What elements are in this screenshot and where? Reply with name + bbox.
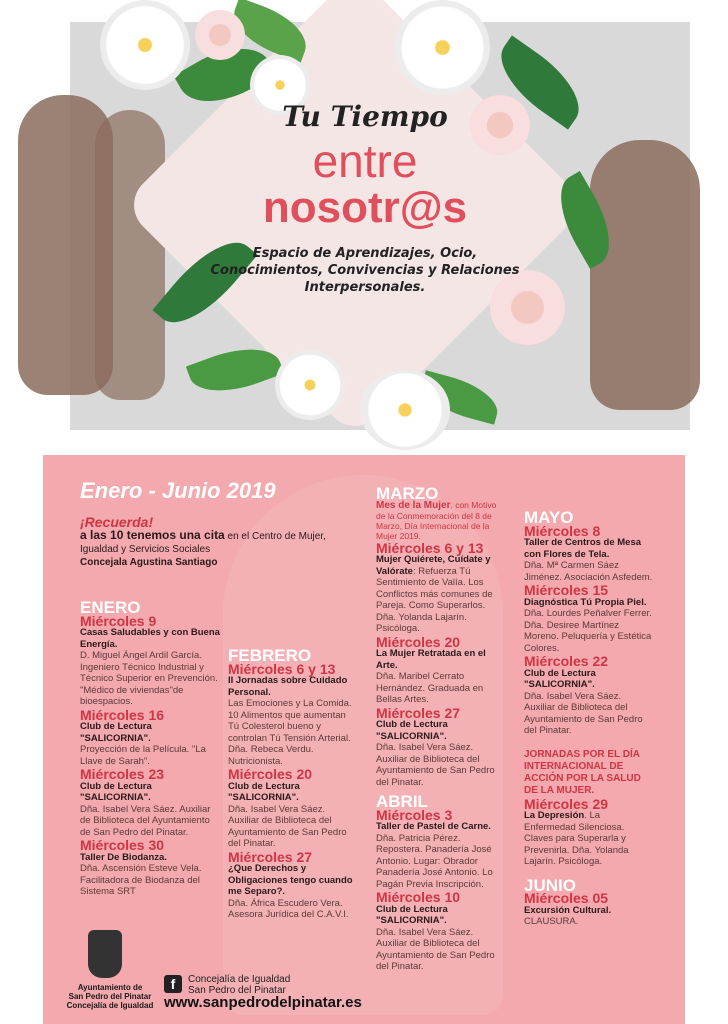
event-title: Casas Saludables y con Buena Energía. <box>80 627 220 650</box>
event-date: Miércoles 9 <box>80 612 157 629</box>
event-date: Miércoles 16 <box>80 706 165 723</box>
white-flower <box>360 370 450 450</box>
month-junio: JUNIO <box>524 875 576 895</box>
month-marzo: MARZO <box>376 484 439 503</box>
event-text: D. Miguel Ángel Ardil García. Ingeniero Técnico Industrial y Técnico Superior en Prevención. "Médico de viviendas"de bioespacios. <box>80 650 218 707</box>
event-item <box>524 795 654 868</box>
event-text: Dña. Isabel Vera Sáez. Auxiliar de Biblioteca del Ayuntamiento de San Pedro del Pinatar. <box>376 926 495 972</box>
seal-line2: San Pedro del Pinatar <box>68 992 152 1001</box>
event-item <box>524 582 654 654</box>
event-date: Miércoles 8 <box>524 522 601 539</box>
event-date: Miércoles 05 <box>524 890 609 906</box>
event-item <box>80 766 220 838</box>
event-date: Miércoles 6 y 13 <box>376 539 484 556</box>
event-item <box>524 890 654 928</box>
white-flower <box>395 0 490 95</box>
event-title: Club de Lectura "SALICORNIA". <box>376 719 448 742</box>
event-item <box>80 706 220 768</box>
event-title: Club de Lectura "SALICORNIA". <box>80 780 152 803</box>
title-line3: nosotr@s <box>262 183 468 232</box>
event-text: Dña. Maribel Cerrato Hernández. Graduada en Bellas Artes. <box>376 671 484 705</box>
event-title: La Depresión <box>524 810 585 821</box>
woman-silhouette-left-2 <box>95 110 165 400</box>
event-date: Miércoles 10 <box>376 889 461 905</box>
event-title: Taller de Centros de Mesa con Flores de Tela. <box>524 537 642 560</box>
white-flower <box>275 350 345 420</box>
event-text: Las Emociones y La Comida. 10 Alimentos que aumentan Tú Colesterol bueno y controlan Tú Tensión Arterial. Dña. Rebeca Verdu. Nutricionista. <box>228 698 352 767</box>
month-enero: ENERO <box>80 598 141 617</box>
event-title: Diagnóstica Tú Propia Piel. <box>524 596 647 608</box>
event-date: Miércoles 20 <box>376 633 461 650</box>
seal-line3: Concejalía de Igualdad <box>66 1001 154 1010</box>
marzo-intro-text: , con Motivo de la Conmemoración del 8 de Marzo, Día Internacional de la Mujer 2019. <box>376 499 497 541</box>
event-title: Club de Lectura "SALICORNIA". <box>228 780 300 803</box>
event-text: Dña. Lourdes Peñalver Ferrer. Dña. Desiree Martínez Moreno. Peluquería y Estética Colores. <box>524 608 652 654</box>
jornadas-heading: JORNADAS POR EL DÍA INTERNACIONAL DE ACCIÓN POR LA SALUD DE LA MUJER. <box>524 748 641 796</box>
title-line2: entre <box>312 135 418 187</box>
event-title: II Jornadas sobre Cuidado Personal. <box>228 675 348 698</box>
event-item <box>376 704 506 789</box>
marzo-intro <box>376 500 506 541</box>
month-febrero: FEBRERO <box>228 646 312 665</box>
woman-silhouette-right <box>590 140 700 410</box>
event-date: Miércoles 27 <box>228 848 313 865</box>
event-item <box>376 806 506 891</box>
column-febrero <box>228 646 358 921</box>
fb-line2: San Pedro del Pinatar <box>188 985 286 996</box>
event-date: Miércoles 3 <box>376 806 453 823</box>
event-title: Club de Lectura "SALICORNIA". <box>80 721 152 744</box>
facebook-label <box>188 974 290 996</box>
event-date: Miércoles 30 <box>80 837 165 853</box>
event-text: Proyección de la Película. "La Llave de Sarah". <box>80 744 206 767</box>
event-text: Dña. Isabel Vera Sáez. Auxiliar de Biblioteca del Ayuntamiento de San Pedro del Pinatar. <box>376 742 495 788</box>
event-title: ¿Que Derechos y Obligaciones tengo cuando me Separo?. <box>228 863 353 897</box>
event-title: Excursión Cultural. <box>524 904 612 916</box>
facebook-icon[interactable]: f <box>164 975 182 993</box>
pink-flower <box>195 10 245 60</box>
event-text: Dña. Mª Carmen Sáez Jiménez. Asociación Asfedem. <box>524 560 653 583</box>
event-item <box>80 612 220 708</box>
event-date: Miércoles 15 <box>524 582 609 598</box>
event-text: Dña. Isabel Vera Sáez. Auxiliar de Biblioteca del Ayuntamiento de San Pedro del Pinatar. <box>524 690 643 736</box>
title-line1: Tu Tiempo <box>282 100 448 133</box>
event-text: Dña. Isabel Vera Sáez. Auxiliar de Biblioteca del Ayuntamiento de San Pedro del Pinatar. <box>228 803 347 849</box>
fb-line1: Concejalía de Igualdad <box>188 974 291 985</box>
event-text: CLAUSURA. <box>524 916 579 927</box>
reminder-line1: a las 10 tenemos una cita <box>80 528 225 542</box>
event-item <box>80 837 220 898</box>
event-item <box>228 766 358 850</box>
event-text: Dña. Ascensión Esteve Vela. Facilitadora de Biodanza del Sistema SRT <box>80 863 202 897</box>
hero-banner <box>0 0 728 455</box>
reminder-block <box>80 516 350 569</box>
event-title: Taller de Pastel de Carne. <box>376 821 491 832</box>
month-abril: ABRIL <box>376 792 428 811</box>
event-text: Dña. Patricia Pérez. Repostera. Panadería José Antonio. Lugar: Obrador Panadería José Antonio. Lo Pagán Previa Inscripción. <box>376 832 493 890</box>
event-text: . La Enfermedad Silenciosa. Claves para Superarla y Prevenirla. Dña. Yolanda Lajarín. Psicóloga. <box>524 810 629 867</box>
reminder-line2: en el Centro de Mujer, Igualdad y Servicios Sociales <box>80 531 326 555</box>
coat-of-arms-icon <box>88 930 122 978</box>
event-date: Miércoles 20 <box>228 766 313 782</box>
title-block <box>200 100 530 296</box>
event-title: Mujer Quiérete, Cuídate y Valórate <box>376 554 491 577</box>
website-link[interactable]: www.sanpedrodelpinatar.es <box>164 994 362 1011</box>
column-mayo-junio <box>524 508 654 928</box>
event-item <box>376 633 506 706</box>
event-text: Dña. Isabel Vera Sáez. Auxiliar de Biblioteca del Ayuntamiento de San Pedro del Pinatar. <box>80 803 211 838</box>
event-item <box>524 522 654 584</box>
event-item <box>228 848 358 921</box>
marzo-intro-bold: Mes de la Mujer <box>376 499 451 511</box>
event-item <box>524 653 654 737</box>
event-title: Club de Lectura "SALICORNIA". <box>376 903 448 926</box>
subtitle: Espacio de Aprendizajes, Ocio, Conocimientos, Convivencias y Relaciones Interpersonales. <box>210 246 520 295</box>
event-title: La Mujer Retratada en el Arte. <box>376 648 486 671</box>
event-text: : Refuerza Tú Sentimiento de Valía. Los Conflictos más comunes de Pareja. Como Superarlos. Dña. Yolanda Lajarín. Psicóloga. <box>376 565 493 634</box>
event-title: Club de Lectura "SALICORNIA". <box>524 667 596 690</box>
event-item <box>376 539 506 635</box>
event-date: Miércoles 29 <box>524 795 609 812</box>
seal-line1: Ayuntamiento de <box>77 983 143 992</box>
period-title: Enero - Junio 2019 <box>80 478 276 503</box>
white-flower <box>100 0 190 90</box>
column-enero <box>80 598 220 898</box>
event-title: Taller De Biodanza. <box>80 851 167 863</box>
event-date: Miércoles 22 <box>524 653 609 669</box>
reminder-line3: Concejala Agustina Santiago <box>80 557 218 568</box>
town-hall-label <box>60 983 160 1010</box>
reminder-heading: ¡Recuerda! <box>80 514 154 530</box>
month-mayo: MAYO <box>524 508 574 527</box>
event-item <box>228 660 358 768</box>
column-marzo-abril <box>376 484 506 973</box>
event-date: Miércoles 23 <box>80 766 165 782</box>
event-date: Miércoles 27 <box>376 704 461 721</box>
event-item <box>376 889 506 973</box>
event-date: Miércoles 6 y 13 <box>228 660 336 677</box>
event-text: Dña. África Escudero Vera. Asesora Jurídica del C.A.V.I. <box>228 897 349 920</box>
